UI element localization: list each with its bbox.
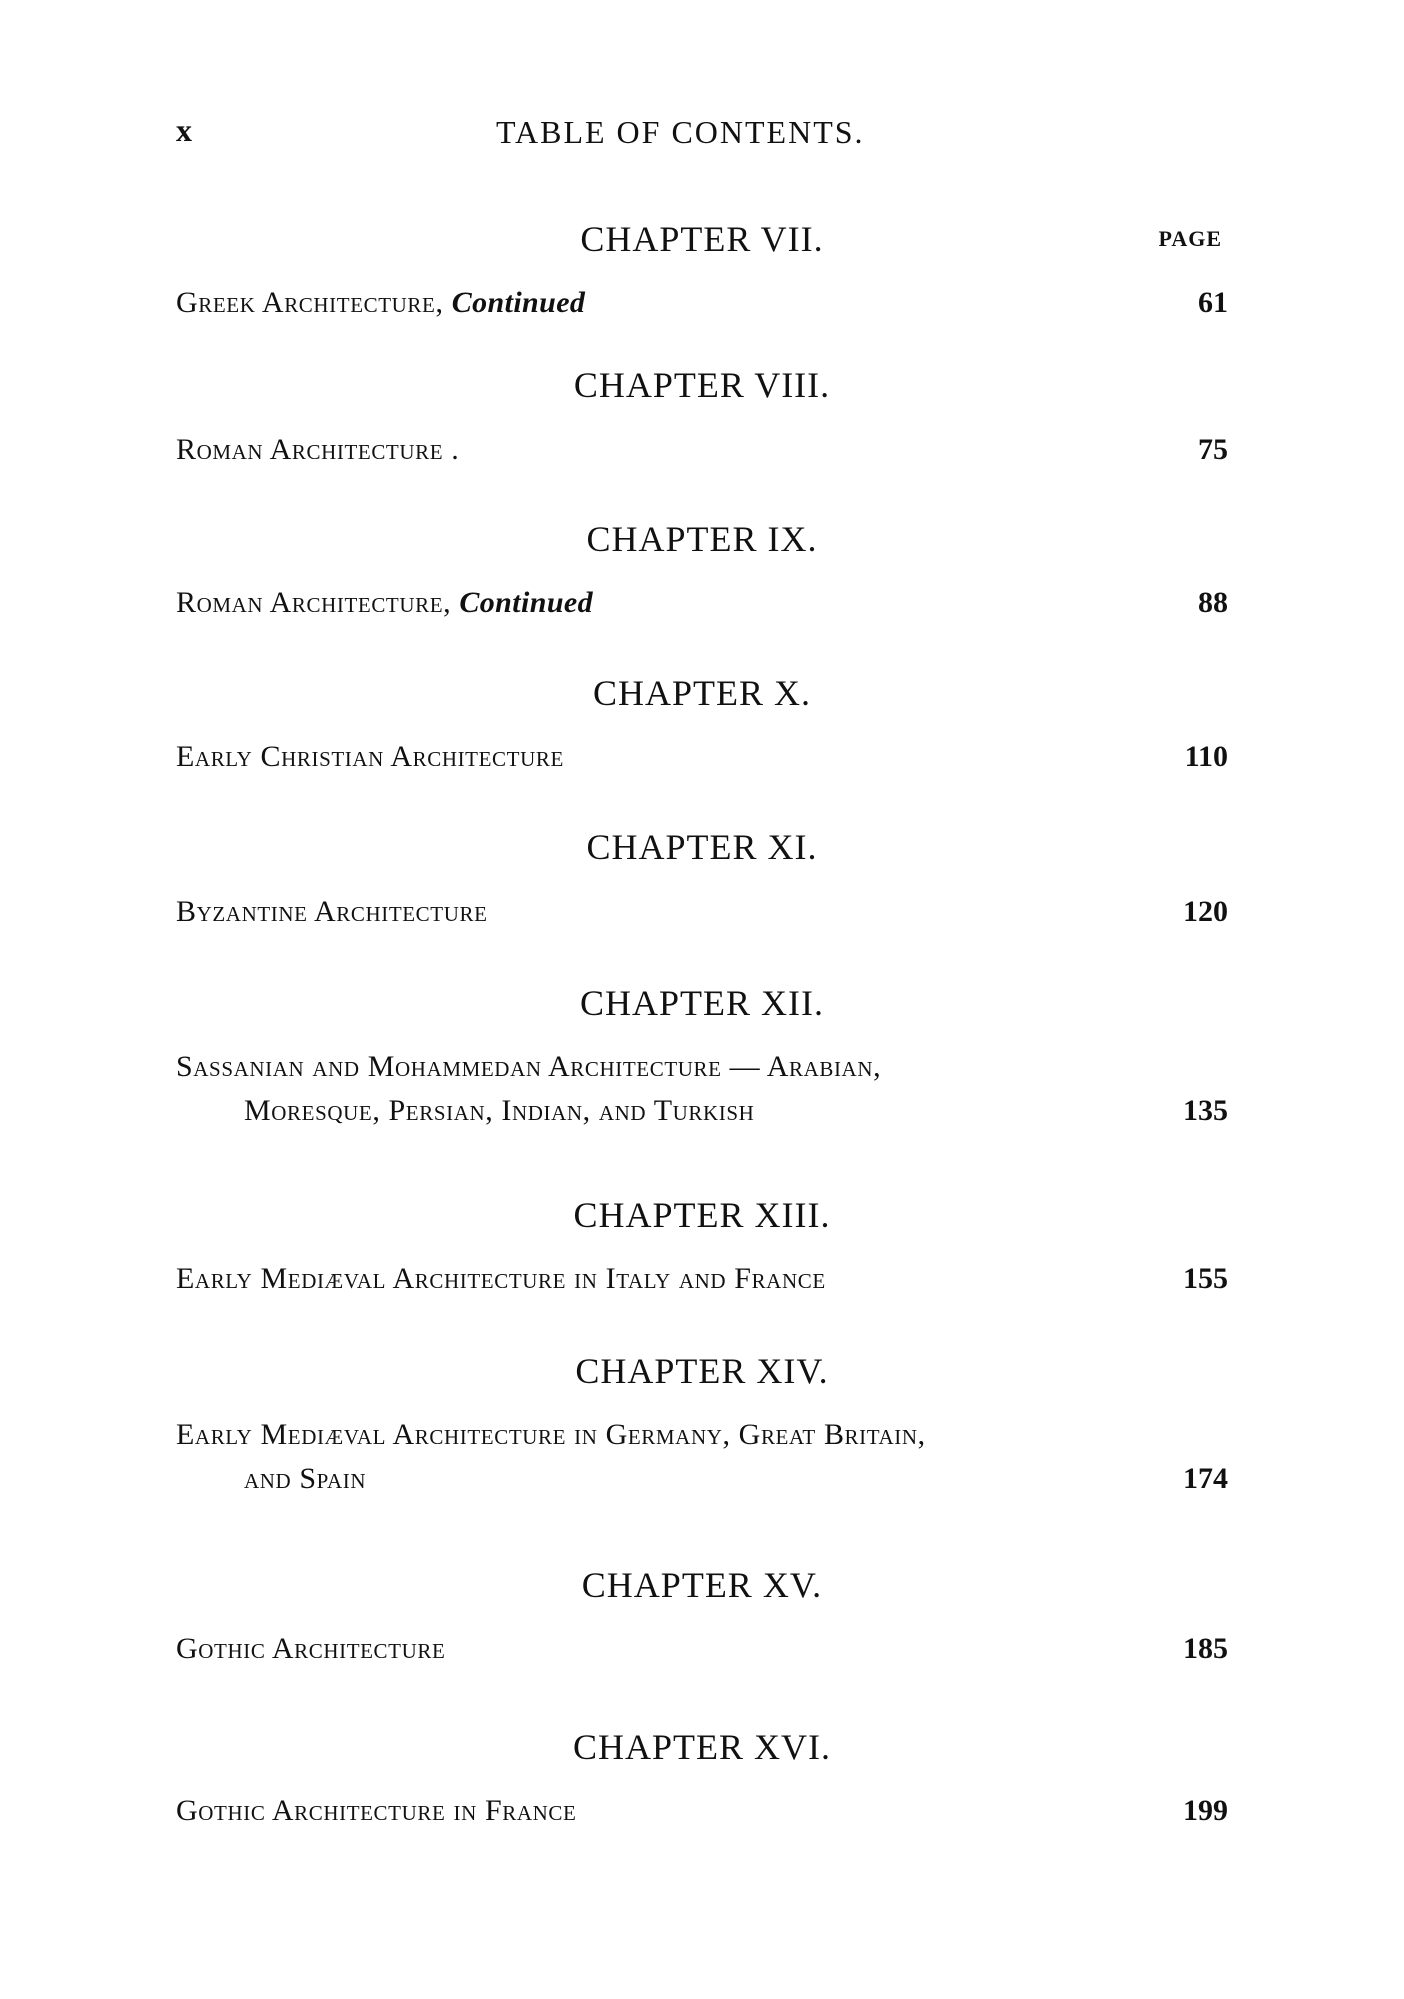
- chapter-page-number: 88: [1198, 586, 1228, 619]
- chapter-title-continued: Continued: [459, 586, 594, 619]
- chapter-title: Early Christian Architecture: [176, 740, 564, 773]
- chapter-heading: CHAPTER VIII.: [573, 365, 831, 405]
- toc-chapter-14: [176, 1350, 1228, 1510]
- chapter-page-number: 135: [1183, 1094, 1228, 1127]
- chapter-heading: CHAPTER XI.: [586, 827, 818, 867]
- chapter-heading: CHAPTER XV.: [581, 1565, 823, 1605]
- chapter-page-number: 110: [1184, 740, 1228, 773]
- chapter-heading: CHAPTER XIV.: [575, 1351, 829, 1391]
- chapter-title: Roman Architecture .: [176, 433, 460, 466]
- chapter-heading: CHAPTER VII.: [580, 219, 824, 259]
- chapter-page-number: 75: [1198, 433, 1228, 466]
- toc-chapter-10: [176, 672, 1228, 832]
- chapter-title-text: Roman Architecture,: [176, 586, 452, 619]
- chapter-title-text: Greek Architecture,: [176, 286, 444, 319]
- chapter-page-number: 61: [1198, 286, 1228, 319]
- chapter-title: [176, 586, 593, 620]
- toc-chapter-15: [176, 1564, 1228, 1724]
- chapter-title-line-1: Sassanian and Mohammedan Architecture — Arabian,: [176, 1050, 882, 1083]
- chapter-title-continued: Continued: [451, 286, 586, 319]
- chapter-page-number: 120: [1183, 895, 1228, 928]
- toc-chapter-7: [176, 218, 1228, 378]
- chapter-heading: CHAPTER XII.: [580, 983, 824, 1023]
- chapter-heading: CHAPTER XVI.: [572, 1727, 831, 1767]
- toc-chapter-8: [176, 364, 1228, 524]
- running-title: TABLE OF CONTENTS.: [496, 114, 865, 150]
- chapter-title: Gothic Architecture: [176, 1632, 446, 1665]
- chapter-title: Byzantine Architecture: [176, 895, 488, 928]
- chapter-page-number: 185: [1183, 1632, 1228, 1665]
- page-column-label: PAGE: [1158, 226, 1222, 251]
- chapter-page-number: 199: [1183, 1794, 1228, 1827]
- folio-number: x: [176, 112, 193, 148]
- chapter-title: Early Mediæval Architecture in Italy and France: [176, 1262, 826, 1295]
- chapter-title: Gothic Architecture in France: [176, 1794, 577, 1827]
- running-head: [176, 112, 1236, 162]
- chapter-title-line-1: Early Mediæval Architecture in Germany, Great Britain,: [176, 1418, 926, 1451]
- toc-chapter-13: [176, 1194, 1228, 1354]
- toc-chapter-11: [176, 826, 1228, 986]
- chapter-title-line-2: and Spain: [244, 1462, 367, 1495]
- chapter-page-number: 174: [1183, 1462, 1228, 1495]
- chapter-heading: CHAPTER X.: [592, 673, 812, 713]
- toc-chapter-12: [176, 982, 1228, 1142]
- chapter-title-line-2: Moresque, Persian, Indian, and Turkish: [244, 1094, 755, 1127]
- chapter-heading: CHAPTER XIII.: [573, 1195, 831, 1235]
- chapter-page-number: 155: [1183, 1262, 1228, 1295]
- toc-chapter-16: [176, 1726, 1228, 1886]
- chapter-heading: CHAPTER IX.: [586, 519, 818, 559]
- chapter-title: [176, 286, 585, 320]
- toc-chapter-9: [176, 518, 1228, 678]
